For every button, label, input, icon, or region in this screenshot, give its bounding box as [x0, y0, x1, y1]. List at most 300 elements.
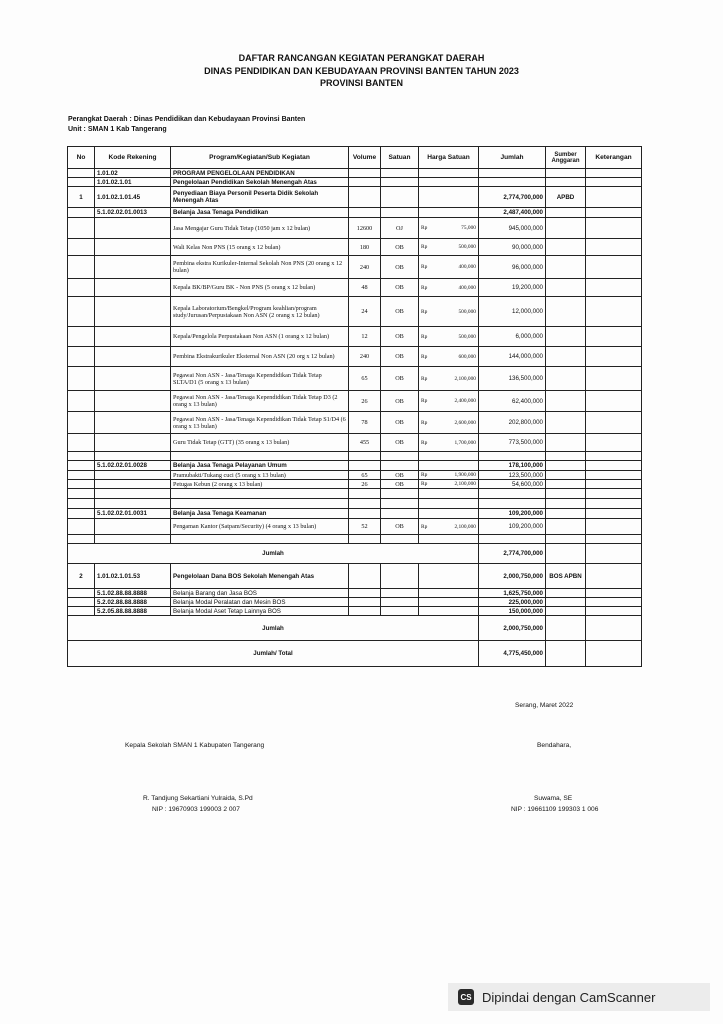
cell-sumber	[546, 489, 586, 499]
table-row	[68, 178, 642, 187]
cell-sumber	[546, 391, 586, 412]
table-row	[68, 256, 642, 279]
total-label: Jumlah	[68, 544, 479, 564]
cell-keterangan	[586, 187, 642, 208]
table-row	[68, 239, 642, 256]
cell-keterangan	[586, 607, 642, 616]
cell-kode	[95, 535, 171, 544]
cell-keterangan	[586, 279, 642, 297]
cell-program: Pembina Ekstrakurikuler Eksternal Non ASN (20 org x 12 bulan)	[171, 347, 349, 367]
cell-volume: 26	[349, 480, 381, 489]
cell-keterangan	[586, 367, 642, 391]
cell-harga	[419, 461, 479, 471]
cell-harga	[419, 412, 479, 434]
cell-no	[68, 434, 95, 452]
cell-volume: 24	[349, 297, 381, 327]
cell-kode: 1.01.02.1.01.53	[95, 564, 171, 589]
cell-keterangan	[586, 178, 642, 187]
cell-harga	[419, 347, 479, 367]
cell-volume	[349, 187, 381, 208]
cell-no	[68, 169, 95, 178]
cell-sumber	[546, 208, 586, 218]
cell-no	[68, 347, 95, 367]
cell-kode: 5.1.02.02.01.0028	[95, 461, 171, 471]
table-row	[68, 279, 642, 297]
cell-harga	[419, 367, 479, 391]
currency-label: Rp	[421, 523, 428, 530]
table-row	[68, 598, 642, 607]
cell-volume: 12600	[349, 218, 381, 239]
cell-keterangan	[586, 256, 642, 279]
cell-sumber	[546, 535, 586, 544]
cell-sumber	[546, 297, 586, 327]
price-amount: 2,600,000	[454, 419, 476, 426]
right-signer-nip: NIP : 19661109 199303 1 006	[511, 806, 599, 813]
cell-program: Guru Tidak Tetap (GTT) (35 orang x 13 bulan)	[171, 434, 349, 452]
cell-no	[68, 598, 95, 607]
price-amount: 400,000	[458, 264, 476, 270]
currency-label: Rp	[421, 333, 428, 340]
cell-no	[68, 327, 95, 347]
cell-volume: 455	[349, 434, 381, 452]
table-row	[68, 471, 642, 480]
cell-keterangan	[586, 327, 642, 347]
cell-kode	[95, 434, 171, 452]
cell-kode	[95, 256, 171, 279]
cell-program	[171, 452, 349, 461]
header-sumber: Sumber Anggaran	[546, 147, 586, 169]
cell-harga	[419, 480, 479, 489]
cell-volume: 65	[349, 471, 381, 480]
left-signer-role: Kepala Sekolah SMAN 1 Kabupaten Tangerang	[125, 742, 265, 749]
cell-jumlah	[479, 535, 546, 544]
cell-satuan: OB	[381, 367, 419, 391]
cell-volume	[349, 589, 381, 598]
title-line-1: DAFTAR RANCANGAN KEGIATAN PERANGKAT DAERAH	[238, 53, 485, 63]
cell-program: Penyediaan Biaya Personil Peserta Didik Sekolah Menengah Atas	[171, 187, 349, 208]
price-value	[421, 524, 476, 530]
cell-kode	[95, 279, 171, 297]
table-row	[68, 347, 642, 367]
cell-harga	[419, 279, 479, 297]
cell-program: Kepala/Pengelola Perpustakaan Non ASN (1 orang x 12 bulan)	[171, 327, 349, 347]
cell-satuan	[381, 208, 419, 218]
cell-satuan: OB	[381, 412, 419, 434]
cell-volume	[349, 535, 381, 544]
price-value	[421, 398, 476, 404]
cell-satuan	[381, 589, 419, 598]
cell-kode: 5.1.02.02.01.0031	[95, 509, 171, 519]
cell-keterangan	[586, 499, 642, 509]
cell-kode	[95, 452, 171, 461]
cell-keterangan	[586, 480, 642, 489]
cell-satuan	[381, 187, 419, 208]
price-amount: 500,000	[458, 333, 476, 340]
cell-harga	[419, 519, 479, 535]
cell-sumber	[546, 347, 586, 367]
cell-jumlah: 2,000,750,000	[479, 616, 546, 641]
price-amount: 600,000	[458, 353, 476, 360]
cell-program: Belanja Modal Aset Tetap Lainnya BOS	[171, 607, 349, 616]
cell-no	[68, 480, 95, 489]
cell-sumber	[546, 598, 586, 607]
table-total-row	[68, 544, 642, 564]
cell-sumber	[546, 327, 586, 347]
price-value	[421, 285, 476, 291]
table-row	[68, 461, 642, 471]
cell-keterangan	[586, 169, 642, 178]
cell-jumlah: 945,000,000	[479, 218, 546, 239]
cell-kode	[95, 499, 171, 509]
cell-no	[68, 208, 95, 218]
cell-harga	[419, 452, 479, 461]
cell-kode	[95, 480, 171, 489]
unit-label: Unit : SMAN 1 Kab Tangerang	[68, 126, 167, 133]
cell-no	[68, 256, 95, 279]
cell-jumlah: 225,000,000	[479, 598, 546, 607]
cell-satuan	[381, 607, 419, 616]
cell-no	[68, 218, 95, 239]
title-line-3: PROVINSI BANTEN	[319, 78, 403, 88]
cell-jumlah: 178,100,000	[479, 461, 546, 471]
header-program: Program/Kegiatan/Sub Kegiatan	[171, 147, 349, 169]
cell-harga	[419, 218, 479, 239]
currency-label: Rp	[421, 481, 428, 487]
cell-volume	[349, 499, 381, 509]
place-date: Serang, Maret 2022	[515, 702, 574, 709]
cell-satuan: OB	[381, 327, 419, 347]
cell-kode	[95, 327, 171, 347]
cell-jumlah: 1,625,750,000	[479, 589, 546, 598]
cell-jumlah: 202,800,000	[479, 412, 546, 434]
price-value	[421, 264, 476, 270]
cell-volume	[349, 607, 381, 616]
cell-harga	[419, 239, 479, 256]
cell-keterangan	[586, 519, 642, 535]
cell-satuan: OB	[381, 434, 419, 452]
cell-volume: 78	[349, 412, 381, 434]
cell-satuan	[381, 509, 419, 519]
cell-program: Pembina ekstra Kurikuler-Internal Sekolah Non PNS (20 orang x 12 bulan)	[171, 256, 349, 279]
cell-volume: 240	[349, 256, 381, 279]
cell-keterangan	[586, 564, 642, 589]
header-keterangan: Keterangan	[586, 147, 642, 169]
cell-no	[68, 489, 95, 499]
cell-keterangan	[586, 218, 642, 239]
cell-keterangan	[586, 412, 642, 434]
price-amount: 500,000	[458, 308, 476, 315]
cell-satuan: OB	[381, 391, 419, 412]
cell-keterangan	[586, 452, 642, 461]
cell-harga	[419, 169, 479, 178]
cell-no	[68, 499, 95, 509]
cell-jumlah: 2,774,700,000	[479, 544, 546, 564]
cell-satuan: OJ	[381, 218, 419, 239]
table-row	[68, 367, 642, 391]
budget-table	[67, 146, 642, 667]
cell-sumber	[546, 471, 586, 480]
cell-harga	[419, 327, 479, 347]
cell-jumlah: 773,500,000	[479, 434, 546, 452]
cell-keterangan	[586, 544, 642, 564]
price-amount: 2,100,000	[454, 375, 476, 382]
cell-sumber	[546, 616, 586, 641]
camscanner-banner	[448, 983, 710, 1011]
price-value	[421, 309, 476, 315]
cell-program: PROGRAM PENGELOLAAN PENDIDIKAN	[171, 169, 349, 178]
table-row	[68, 187, 642, 208]
header-jumlah: Jumlah	[479, 147, 546, 169]
cell-program: Pramubakti/Tukang cuci (5 orang x 13 bulan)	[171, 471, 349, 480]
cell-kode: 5.1.02.88.88.8888	[95, 589, 171, 598]
cell-jumlah: 4,775,450,000	[479, 641, 546, 667]
cell-satuan: OB	[381, 239, 419, 256]
price-value	[421, 225, 476, 231]
cell-kode	[95, 367, 171, 391]
cell-sumber	[546, 279, 586, 297]
cell-kode	[95, 218, 171, 239]
cell-harga	[419, 489, 479, 499]
camscanner-icon: CS	[458, 989, 474, 1005]
cell-sumber	[546, 169, 586, 178]
cell-jumlah: 54,600,000	[479, 480, 546, 489]
cell-satuan	[381, 169, 419, 178]
currency-label: Rp	[421, 244, 428, 250]
table-total-row	[68, 641, 642, 667]
cell-kode	[95, 391, 171, 412]
cell-program	[171, 499, 349, 509]
price-value	[421, 334, 476, 340]
cell-satuan: OB	[381, 256, 419, 279]
currency-label: Rp	[421, 472, 428, 478]
cell-no	[68, 391, 95, 412]
cell-jumlah: 19,200,000	[479, 279, 546, 297]
cell-sumber	[546, 239, 586, 256]
cell-sumber	[546, 367, 586, 391]
cell-satuan	[381, 535, 419, 544]
cell-keterangan	[586, 489, 642, 499]
cell-kode	[95, 297, 171, 327]
cell-harga	[419, 598, 479, 607]
cell-no	[68, 461, 95, 471]
cell-kode	[95, 412, 171, 434]
cell-jumlah: 96,000,000	[479, 256, 546, 279]
cell-volume	[349, 452, 381, 461]
cell-program: Petugas Kebun (2 orang x 13 bulan)	[171, 480, 349, 489]
cell-sumber	[546, 519, 586, 535]
currency-label: Rp	[421, 308, 428, 315]
table-row	[68, 327, 642, 347]
cell-sumber	[546, 480, 586, 489]
cell-volume	[349, 598, 381, 607]
cell-sumber	[546, 412, 586, 434]
cell-volume	[349, 169, 381, 178]
cell-kode	[95, 519, 171, 535]
cell-harga	[419, 564, 479, 589]
left-signer-nip: NIP : 19670903 199003 2 007	[152, 806, 240, 813]
cell-no	[68, 519, 95, 535]
cell-harga	[419, 434, 479, 452]
cell-kode	[95, 471, 171, 480]
cell-sumber	[546, 499, 586, 509]
cell-program: Pengelolaan Dana BOS Sekolah Menengah Atas	[171, 564, 349, 589]
price-value	[421, 420, 476, 426]
cell-program: Belanja Modal Peralatan dan Mesin BOS	[171, 598, 349, 607]
title-line-2: DINAS PENDIDIKAN DAN KEBUDAYAAN PROVINSI BANTEN TAHUN 2023	[204, 65, 519, 76]
cell-jumlah	[479, 178, 546, 187]
cell-satuan: OB	[381, 297, 419, 327]
cell-jumlah	[479, 169, 546, 178]
cell-volume	[349, 509, 381, 519]
cell-kode: 1.01.02.1.01	[95, 178, 171, 187]
cell-no	[68, 509, 95, 519]
cell-no	[68, 607, 95, 616]
cell-volume: 65	[349, 367, 381, 391]
cell-sumber	[546, 607, 586, 616]
cell-program: Pengaman Kantor (Satpam/Security) (4 orang x 13 bulan)	[171, 519, 349, 535]
cell-jumlah: 2,487,400,000	[479, 208, 546, 218]
cell-keterangan	[586, 598, 642, 607]
cell-harga	[419, 471, 479, 480]
cell-volume	[349, 489, 381, 499]
cell-jumlah: 123,500,000	[479, 471, 546, 480]
table-row	[68, 208, 642, 218]
cell-sumber	[546, 218, 586, 239]
cell-volume: 48	[349, 279, 381, 297]
header-satuan: Satuan	[381, 147, 419, 169]
cell-program: Jasa Mengajar Guru Tidak Tetap (1050 jam x 12 bulan)	[171, 218, 349, 239]
price-amount: 2,100,000	[454, 523, 476, 530]
table-total-row	[68, 616, 642, 641]
cell-no	[68, 452, 95, 461]
cell-jumlah: 150,000,000	[479, 607, 546, 616]
cell-harga	[419, 256, 479, 279]
price-amount: 1,700,000	[454, 439, 476, 446]
cell-kode: 5.1.02.02.01.0013	[95, 208, 171, 218]
cell-sumber	[546, 641, 586, 667]
table-row	[68, 297, 642, 327]
price-value	[421, 376, 476, 382]
cell-satuan: OB	[381, 480, 419, 489]
cell-jumlah	[479, 499, 546, 509]
cell-jumlah: 62,400,000	[479, 391, 546, 412]
cell-satuan	[381, 461, 419, 471]
cell-no	[68, 178, 95, 187]
cell-keterangan	[586, 616, 642, 641]
cell-volume: 26	[349, 391, 381, 412]
cell-satuan	[381, 452, 419, 461]
cell-no: 2	[68, 564, 95, 589]
cell-keterangan	[586, 297, 642, 327]
cell-sumber	[546, 178, 586, 187]
cell-program: Kepala BK/BP/Guru BK - Non PNS (5 orang x 12 bulan)	[171, 279, 349, 297]
currency-label: Rp	[421, 284, 428, 291]
cell-harga	[419, 509, 479, 519]
cell-satuan	[381, 489, 419, 499]
table-row	[68, 499, 642, 509]
cell-sumber: BOS APBN	[546, 564, 586, 589]
header-harga: Harga Satuan	[419, 147, 479, 169]
table-row	[68, 169, 642, 178]
right-signer-name: Suwama, SE	[534, 795, 573, 802]
price-amount: 2,100,000	[454, 481, 476, 487]
price-amount: 2,400,000	[454, 398, 476, 404]
cell-volume: 12	[349, 327, 381, 347]
cell-satuan	[381, 499, 419, 509]
cell-satuan: OB	[381, 471, 419, 480]
cell-keterangan	[586, 461, 642, 471]
cell-sumber	[546, 589, 586, 598]
price-amount: 75,000	[461, 225, 476, 231]
cell-satuan	[381, 564, 419, 589]
table-row	[68, 509, 642, 519]
camscanner-text: Dipindai dengan CamScanner	[482, 989, 656, 1005]
total-label: Jumlah	[68, 616, 479, 641]
cell-jumlah: 2,000,750,000	[479, 564, 546, 589]
cell-jumlah: 6,000,000	[479, 327, 546, 347]
currency-label: Rp	[421, 419, 428, 426]
table-row	[68, 564, 642, 589]
cell-keterangan	[586, 535, 642, 544]
cell-keterangan	[586, 239, 642, 256]
cell-harga	[419, 208, 479, 218]
price-value	[421, 440, 476, 446]
cell-program	[171, 489, 349, 499]
cell-volume: 240	[349, 347, 381, 367]
cell-kode: 1.01.02.1.01.45	[95, 187, 171, 208]
cell-kode: 5.2.05.88.88.8888	[95, 607, 171, 616]
header-no: No	[68, 147, 95, 169]
currency-label: Rp	[421, 353, 428, 360]
cell-harga	[419, 589, 479, 598]
cell-no	[68, 412, 95, 434]
cell-volume	[349, 461, 381, 471]
cell-program: Wali Kelas Non PNS (15 orang x 12 bulan)	[171, 239, 349, 256]
cell-satuan: OB	[381, 347, 419, 367]
table-row	[68, 535, 642, 544]
cell-jumlah: 109,200,000	[479, 509, 546, 519]
cell-program: Belanja Jasa Tenaga Keamanan	[171, 509, 349, 519]
cell-kode	[95, 489, 171, 499]
cell-keterangan	[586, 347, 642, 367]
total-label: Jumlah/ Total	[68, 641, 479, 667]
cell-sumber	[546, 256, 586, 279]
table-row	[68, 391, 642, 412]
cell-volume	[349, 564, 381, 589]
cell-no	[68, 535, 95, 544]
cell-volume: 180	[349, 239, 381, 256]
cell-keterangan	[586, 509, 642, 519]
currency-label: Rp	[421, 398, 428, 404]
price-amount: 500,000	[458, 244, 476, 250]
cell-program: Belanja Jasa Tenaga Pendidikan	[171, 208, 349, 218]
table-row	[68, 480, 642, 489]
cell-volume	[349, 178, 381, 187]
table-row	[68, 519, 642, 535]
price-amount: 400,000	[458, 284, 476, 291]
table-row	[68, 589, 642, 598]
table-row	[68, 489, 642, 499]
cell-no	[68, 589, 95, 598]
cell-jumlah: 109,200,000	[479, 519, 546, 535]
cell-no	[68, 367, 95, 391]
cell-sumber	[546, 434, 586, 452]
cell-sumber	[546, 509, 586, 519]
cell-kode	[95, 347, 171, 367]
table-row	[68, 607, 642, 616]
cell-satuan	[381, 178, 419, 187]
cell-program: Kepala Laboratorium/Bengkel/Program keahlian/program study/Jurusan/Perpustakaan Non ASN (2 orang x 12 bulan)	[171, 297, 349, 327]
